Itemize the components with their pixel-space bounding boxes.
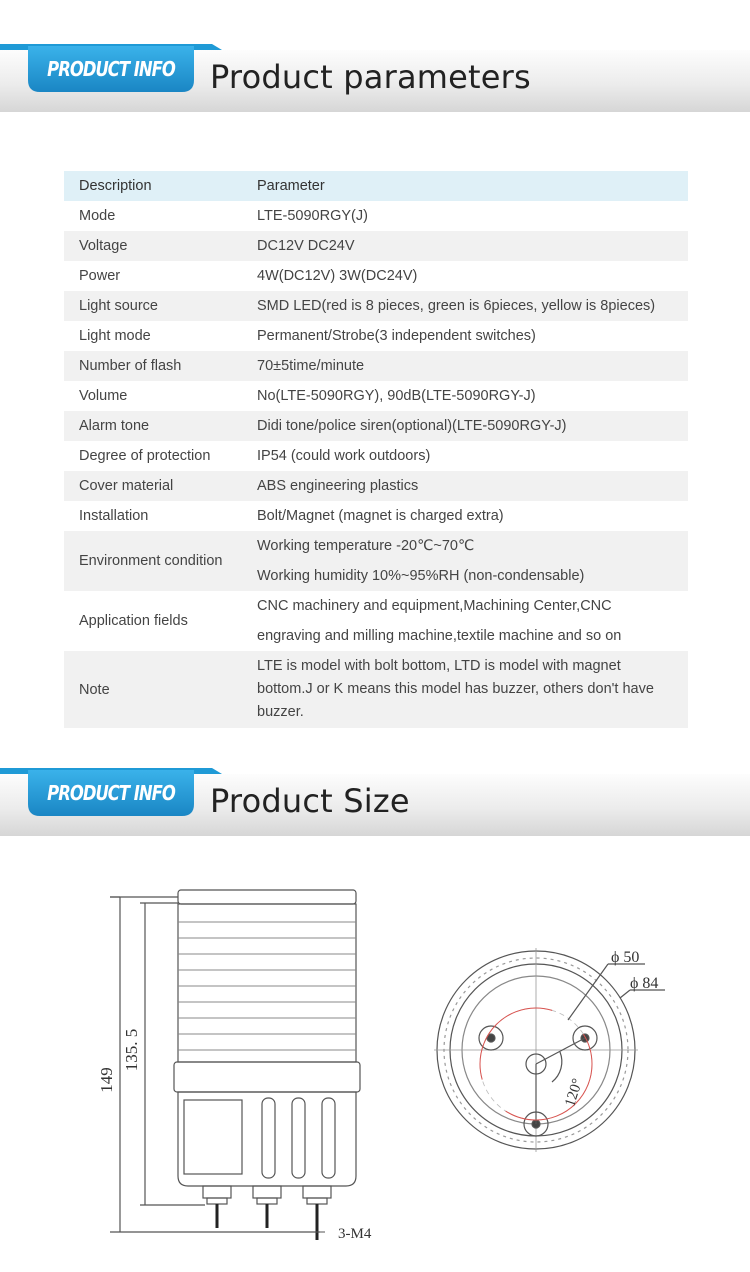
badge-label: PRODUCT INFO	[47, 57, 175, 81]
row-value-line: Permanent/Strobe(3 independent switches)	[257, 328, 536, 344]
table-row	[64, 501, 688, 531]
badge-label: PRODUCT INFO	[47, 781, 175, 805]
table-row	[64, 441, 688, 471]
header-parameter: Parameter	[242, 171, 688, 201]
row-value	[242, 261, 688, 291]
row-value	[242, 441, 688, 471]
row-value-line: IP54 (could work outdoors)	[257, 448, 431, 464]
table-row	[64, 591, 688, 651]
row-label: Voltage	[64, 231, 242, 261]
table-row	[64, 471, 688, 501]
row-value-line: LTE is model with bolt bottom, LTD is model with magnet bottom.J or K means this model has buzzer, others don't have buzzer.	[257, 658, 654, 720]
row-value	[242, 531, 688, 591]
row-label: Alarm tone	[64, 411, 242, 441]
row-label: Volume	[79, 388, 128, 404]
row-value	[242, 291, 688, 321]
table-row	[64, 381, 688, 411]
table-row	[64, 321, 688, 351]
row-label: Environment condition	[64, 531, 242, 591]
row-value	[242, 321, 688, 351]
table-row	[64, 351, 688, 381]
row-value-line: SMD LED(red is 8 pieces, green is 6pieces, yellow is 8pieces)	[257, 298, 656, 314]
hole-circle-label: ϕ 50	[611, 949, 640, 966]
section-banner-size	[0, 768, 750, 842]
row-value-line: Working humidity 10%~95%RH (non-condensable)	[257, 568, 585, 584]
row-value-line: CNC machinery and equipment,Machining Center,CNC	[257, 598, 612, 614]
row-label: Installation	[79, 508, 149, 524]
outer-diameter-label: ϕ 84	[630, 975, 659, 992]
row-value	[242, 351, 688, 381]
row-value-line: DC12V DC24V	[257, 238, 355, 254]
table-row	[64, 291, 688, 321]
row-value	[242, 201, 688, 231]
row-value-line: 70±5time/minute	[257, 358, 365, 374]
table-header-row	[64, 171, 688, 201]
row-value-line: Didi tone/police siren(optional)(LTE-5090RGY-J)	[257, 418, 567, 434]
row-label: Cover material	[64, 471, 242, 501]
row-label: Number of flash	[64, 351, 242, 381]
row-value-line: Working temperature -20℃~70℃	[257, 538, 475, 554]
row-value	[242, 591, 688, 651]
row-value-line: 4W(DC12V) 3W(DC24V)	[257, 268, 418, 284]
parameter-table	[64, 171, 688, 728]
row-value	[242, 231, 688, 261]
row-label: Power	[79, 268, 121, 284]
section-heading: Product Size	[210, 782, 410, 820]
body-height-label: 135. 5	[122, 1028, 141, 1072]
row-value	[242, 381, 688, 411]
mount-holes-label: 3-M4	[338, 1226, 372, 1242]
row-value-line: engraving and milling machine,textile machine and so on	[257, 628, 622, 644]
row-value-line: ABS engineering plastics	[257, 478, 419, 494]
row-label: Degree of protection	[79, 448, 211, 464]
row-value	[242, 651, 688, 728]
overall-height-label: 149	[97, 1067, 116, 1093]
row-label: Note	[64, 651, 242, 728]
table-row	[64, 231, 688, 261]
product-size-drawing	[0, 880, 750, 1260]
row-value	[242, 501, 688, 531]
row-value-line: LTE-5090RGY(J)	[257, 208, 368, 224]
table-row	[64, 651, 688, 728]
row-value-line: Bolt/Magnet (magnet is charged extra)	[257, 508, 504, 524]
table-row	[64, 531, 688, 591]
table-row	[64, 261, 688, 291]
header-description: Description	[64, 171, 242, 201]
section-banner-parameters	[0, 44, 750, 118]
row-value-line: No(LTE-5090RGY), 90dB(LTE-5090RGY-J)	[257, 388, 536, 404]
side-view	[110, 890, 360, 1232]
row-label: Application fields	[79, 613, 188, 629]
table-row	[64, 201, 688, 231]
row-label: Light source	[64, 291, 242, 321]
angle-label: 120°	[562, 1076, 587, 1109]
row-value	[242, 471, 688, 501]
section-heading: Product parameters	[210, 58, 531, 96]
table-row	[64, 411, 688, 441]
row-value	[242, 411, 688, 441]
row-label: Mode	[79, 208, 116, 224]
row-label: Light mode	[79, 328, 151, 344]
